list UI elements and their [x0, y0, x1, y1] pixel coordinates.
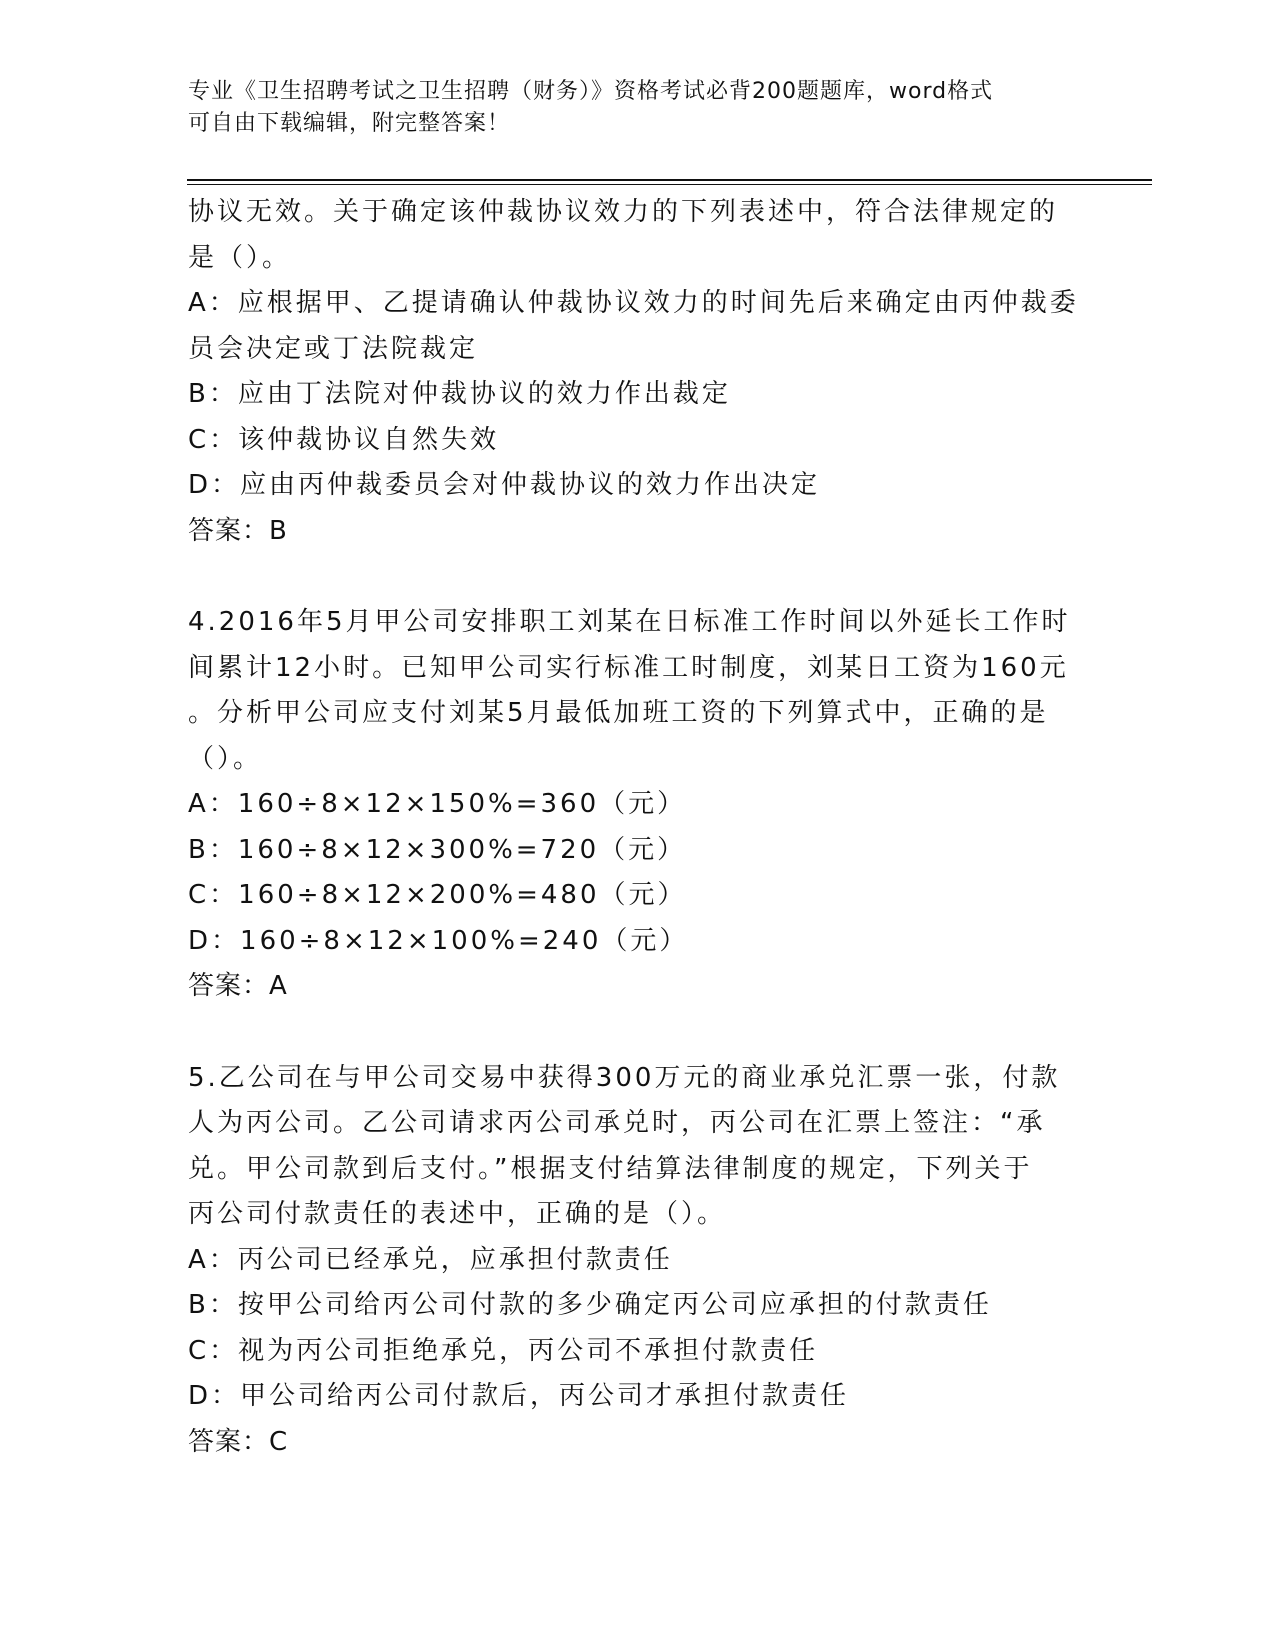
- option-a: A：应根据甲、乙提请确认仲裁协议效力的时间先后来确定由丙仲裁委: [188, 288, 1079, 318]
- question-stem-line: 兑。甲公司款到后支付。”根据支付结算法律制度的规定，下列关于: [188, 1153, 1033, 1184]
- header-title-line-2: 可自由下载编辑，附完整答案！: [188, 111, 511, 136]
- answer-label: 答案：A: [188, 971, 288, 1001]
- question-stem-line: 4.2016年5月甲公司安排职工刘某在日标准工作时间以外延长工作时: [188, 607, 1071, 637]
- header-title-line-1: 专业《卫生招聘考试之卫生招聘（财务）》资格考试必背200题题库，word格式: [188, 79, 994, 104]
- option-a-continued: 员会决定或丁法院裁定: [188, 333, 479, 364]
- question-stem-line: 人为丙公司。乙公司请求丙公司承兑时，丙公司在汇票上签注：“承: [188, 1108, 1046, 1138]
- option-c: C：该仲裁协议自然失效: [188, 424, 500, 455]
- question-3: [188, 190, 1078, 554]
- question-stem-line: 5.乙公司在与甲公司交易中获得300万元的商业承兑汇票一张，付款: [188, 1062, 1061, 1093]
- option-d: D：应由丙仲裁委员会对仲裁协议的效力作出决定: [188, 470, 821, 500]
- option-b: B：按甲公司给丙公司付款的多少确定丙公司应承担的付款责任: [188, 1290, 992, 1320]
- question-5: [188, 1056, 1078, 1466]
- answer-label: 答案：B: [188, 515, 288, 546]
- question-stem-line: 协议无效。关于确定该仲裁协议效力的下列表述中，符合法律规定的: [188, 197, 1059, 227]
- question-stem-line: 是（）。: [188, 242, 292, 273]
- option-d: D：甲公司给丙公司付款后，丙公司才承担付款责任: [188, 1381, 850, 1411]
- question-stem-line: 。分析甲公司应支付刘某5月最低加班工资的下列算式中，正确的是: [188, 698, 1049, 728]
- question-4: [188, 600, 1078, 1010]
- question-stem-line: 丙公司付款责任的表述中，正确的是（）。: [188, 1199, 727, 1229]
- document-header: [188, 76, 1088, 140]
- option-c: C：视为丙公司拒绝承兑，丙公司不承担付款责任: [188, 1335, 819, 1366]
- option-a: A：丙公司已经承兑，应承担付款责任: [188, 1244, 673, 1275]
- answer-label: 答案：C: [188, 1426, 289, 1457]
- header-rule-thin: [187, 184, 1152, 185]
- option-b: B：应由丁法院对仲裁协议的效力作出裁定: [188, 379, 731, 409]
- option-d: D：160÷8×12×100%=240（元）: [188, 925, 689, 956]
- option-c: C：160÷8×12×200%=480（元）: [188, 880, 687, 910]
- header-rule-thick: [187, 179, 1152, 181]
- option-b: B：160÷8×12×300%=720（元）: [188, 834, 687, 865]
- option-a: A：160÷8×12×150%=360（元）: [188, 789, 687, 819]
- question-stem-line: 间累计12小时。已知甲公司实行标准工时制度，刘某日工资为160元: [188, 652, 1069, 683]
- question-list: [188, 190, 1078, 1465]
- question-stem-line: （）。: [188, 743, 263, 774]
